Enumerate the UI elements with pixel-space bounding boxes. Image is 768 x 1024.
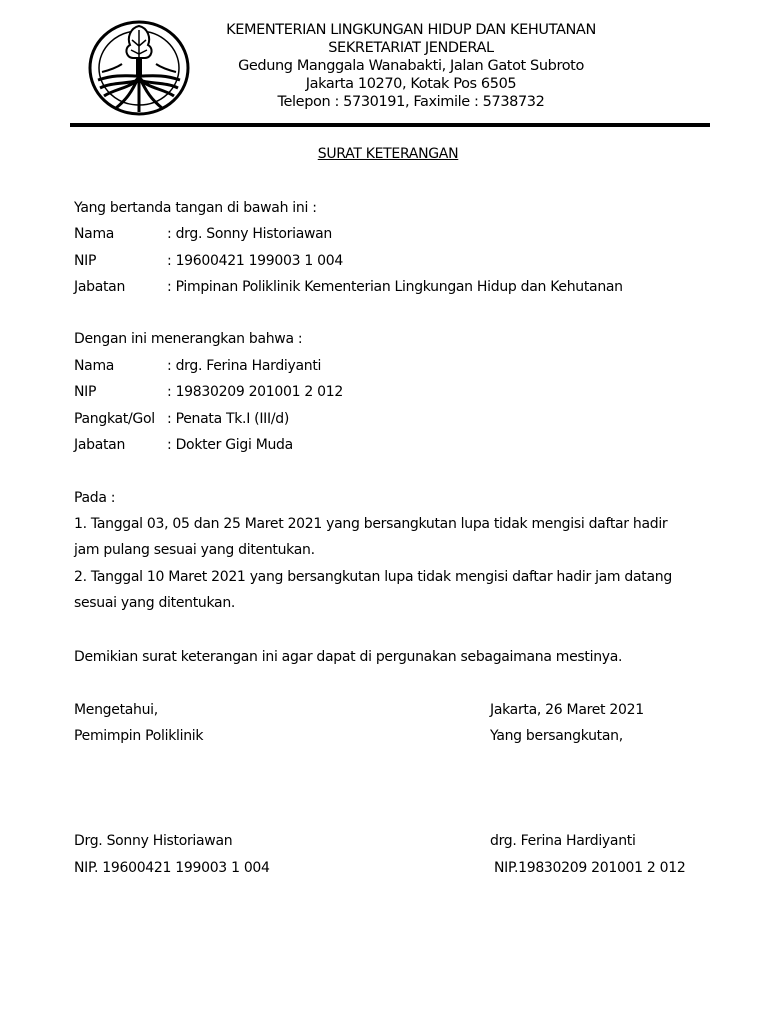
address-line-1: Gedung Manggala Wanabakti, Jalan Gatot Subroto [238, 58, 584, 74]
subject-nip-label: NIP [74, 384, 97, 400]
acknowledged-label: Mengetahui, [74, 702, 158, 718]
left-signer-nip: NIP. 19600421 199003 1 004 [74, 860, 270, 876]
subject-position-value: : Dokter Gigi Muda [167, 437, 293, 453]
subject-position-label: Jabatan [74, 437, 126, 453]
letter-title: SURAT KETERANGAN [317, 146, 459, 162]
signer-position-value: : Pimpinan Poliklinik Kementerian Lingkungan Hidup dan Kehutanan [167, 279, 623, 295]
signer-nip-label: NIP [74, 253, 97, 269]
subject-rank-value: : Penata Tk.I (III/d) [167, 411, 289, 427]
list-item-2-continued: sesuai yang ditentukan. [74, 595, 236, 611]
left-signer-role: Pemimpin Poliklinik [74, 728, 204, 744]
list-item-2: 2. Tanggal 10 Maret 2021 yang bersangkutan lupa tidak mengisi daftar hadir jam datang [74, 569, 672, 585]
subject-name-label: Nama [74, 358, 115, 374]
place-date: Jakarta, 26 Maret 2021 [490, 702, 644, 718]
intro-text: Yang bertanda tangan di bawah ini : [74, 200, 317, 216]
ministry-logo-icon [86, 18, 192, 118]
statement-text: Dengan ini menerangkan bahwa : [74, 331, 303, 347]
secretariat-name: SEKRETARIAT JENDERAL [328, 40, 494, 56]
right-signer-role: Yang bersangkutan, [490, 728, 623, 744]
closing-text: Demikian surat keterangan ini agar dapat di pergunakan sebagaimana mestinya. [74, 649, 623, 665]
subject-rank-label: Pangkat/Gol [74, 411, 155, 427]
signer-name-value: : drg. Sonny Historiawan [167, 226, 332, 242]
signer-name-label: Nama [74, 226, 115, 242]
right-signer-name: drg. Ferina Hardiyanti [490, 833, 636, 849]
signer-nip-value: : 19600421 199003 1 004 [167, 253, 343, 269]
subject-name-value: : drg. Ferina Hardiyanti [167, 358, 322, 374]
left-signer-name: Drg. Sonny Historiawan [74, 833, 233, 849]
pada-label: Pada : [74, 490, 116, 506]
right-signer-nip: NIP.19830209 201001 2 012 [494, 860, 686, 876]
subject-nip-value: : 19830209 201001 2 012 [167, 384, 343, 400]
list-item-1: 1. Tanggal 03, 05 dan 25 Maret 2021 yang bersangkutan lupa tidak mengisi daftar hadir [74, 516, 668, 532]
ministry-name: KEMENTERIAN LINGKUNGAN HIDUP DAN KEHUTANAN [226, 22, 596, 38]
address-line-2: Jakarta 10270, Kotak Pos 6505 [305, 76, 517, 92]
signer-position-label: Jabatan [74, 279, 126, 295]
list-item-1-continued: jam pulang sesuai yang ditentukan. [74, 542, 315, 558]
letterhead-divider [70, 123, 710, 127]
phone-fax-line: Telepon : 5730191, Faximile : 5738732 [277, 94, 545, 110]
